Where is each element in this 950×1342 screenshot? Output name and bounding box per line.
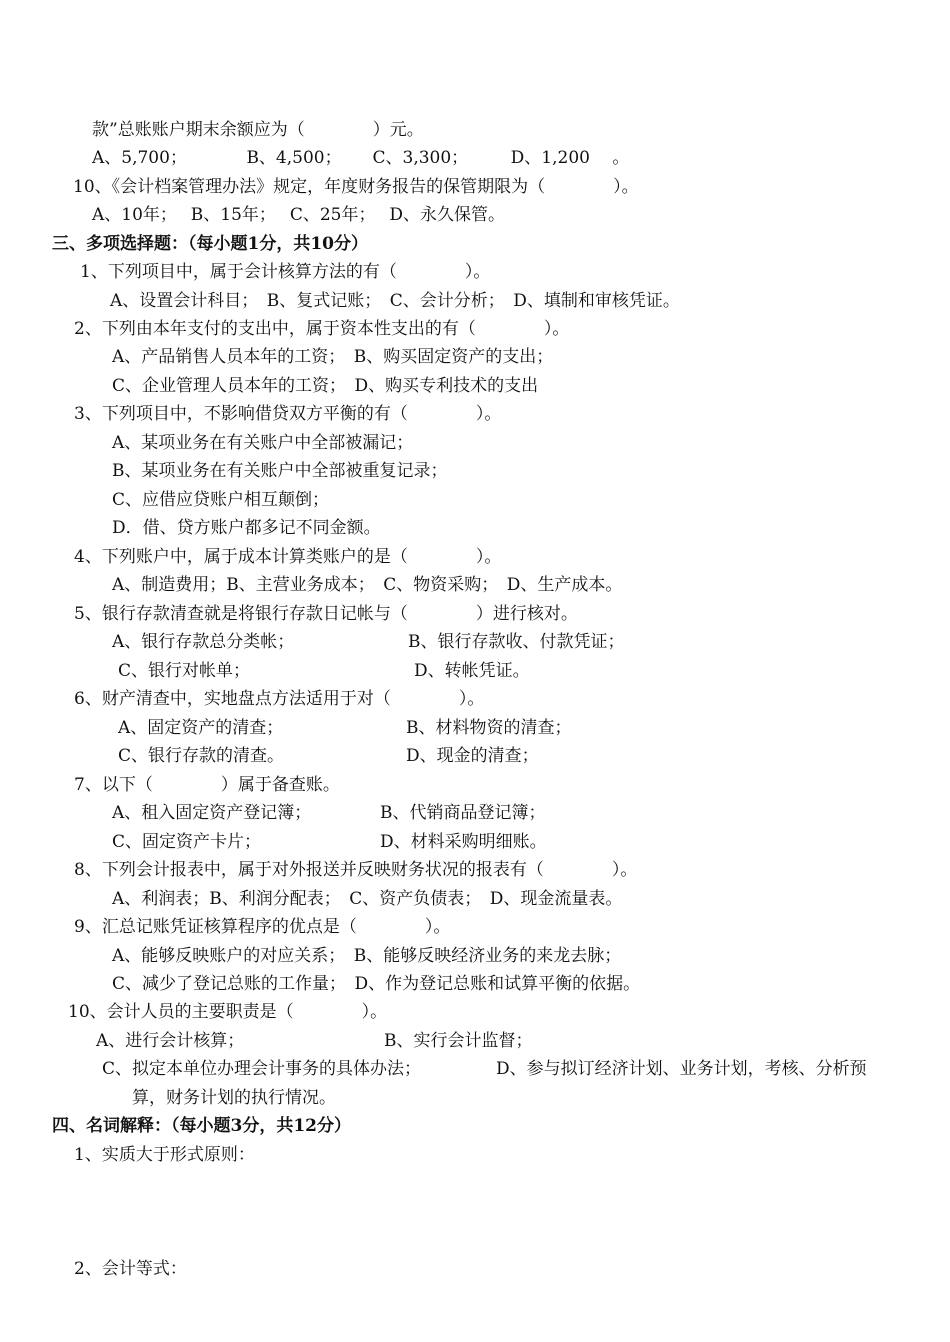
prev-q9-options: A、5,700； B、4,500； C、3,300； D、1,200 。 [92,148,630,168]
section4-heading: 四、名词解释：（每小题3分，共12分） [52,1116,351,1136]
prev-q9-continuation: 款”总账账户期末余额应为（ ）元。 [92,120,424,140]
s3-q5-option-b: B、银行存款收、付款凭证； [408,632,625,652]
s3-q3-option-b: B、某项业务在有关账户中全部被重复记录； [112,461,448,481]
s3-q10: 10、会计人员的主要职责是（ ）。 [68,1002,388,1022]
s3-q3-option-a: A、某项业务在有关账户中全部被漏记； [112,433,414,453]
s4-q2: 2、会计等式： [74,1259,187,1279]
section3-heading: 三、多项选择题：（每小题1分，共10分） [52,234,368,254]
s3-q10-option-d-cont: 算，财务计划的执行情况。 [132,1088,336,1108]
s3-q6-option-a: A、固定资产的清查； [118,718,284,738]
s3-q7-option-b: B、代销商品登记簿； [380,803,546,823]
s3-q7: 7、以下（ ）属于备查账。 [74,775,340,795]
s3-q8: 8、下列会计报表中，属于对外报送并反映财务状况的报表有（ ）。 [74,860,638,880]
s3-q2-options-cd: C、企业管理人员本年的工资； D、购买专利技术的支出 [112,376,539,396]
s3-q3: 3、下列项目中，不影响借贷双方平衡的有（ ）。 [74,404,502,424]
s3-q4: 4、下列账户中，属于成本计算类账户的是（ ）。 [74,547,502,567]
s3-q1-options: A、设置会计科目； B、复式记账； C、会计分析； D、填制和审核凭证。 [110,291,680,311]
s3-q8-options: A、利润表；B、利润分配表； C、资产负债表； D、现金流量表。 [112,889,623,909]
s3-q10-option-d: D、参与拟订经济计划、业务计划，考核、分析预 [496,1059,867,1079]
s3-q7-option-d: D、材料采购明细账。 [380,832,547,852]
s4-q1: 1、实质大于形式原则： [74,1145,255,1165]
s3-q2: 2、下列由本年支付的支出中，属于资本性支出的有（ ）。 [74,319,570,339]
s3-q6-option-d: D、现金的清查； [406,746,539,766]
s3-q1: 1、下列项目中，属于会计核算方法的有（ ）。 [80,262,491,282]
s3-q10-option-b: B、实行会计监督； [384,1031,533,1051]
s3-q3-option-d: D．借、贷方账户都多记不同金额。 [112,518,381,538]
prev-q10-options: A、10年； B、15年； C、25年； D、永久保管。 [92,205,506,225]
s3-q9: 9、汇总记账凭证核算程序的优点是（ ）。 [74,917,451,937]
prev-q10-question: 10、《会计档案管理办法》规定，年度财务报告的保管期限为（ ）。 [73,177,639,197]
s3-q10-option-c: C、拟定本单位办理会计事务的具体办法； [102,1059,422,1079]
s3-q6: 6、财产清查中，实地盘点方法适用于对（ ）。 [74,689,485,709]
s3-q5: 5、银行存款清查就是将银行存款日记帐与（ ）进行核对。 [74,604,578,624]
s3-q4-options: A、制造费用；B、主营业务成本； C、物资采购； D、生产成本。 [112,575,623,595]
s3-q7-option-c: C、固定资产卡片； [112,832,262,852]
s3-q9-options-cd: C、减少了登记总账的工作量； D、作为登记总账和试算平衡的依据。 [112,974,641,994]
s3-q5-option-a: A、银行存款总分类帐； [112,632,295,652]
s3-q2-options-ab: A、产品销售人员本年的工资； B、购买固定资产的支出； [112,347,554,367]
s3-q3-option-c: C、应借应贷账户相互颠倒； [112,490,330,510]
s3-q5-option-d: D、转帐凭证。 [414,661,530,681]
s3-q10-option-a: A、进行会计核算； [96,1031,245,1051]
s3-q5-option-c: C、银行对帐单； [118,661,251,681]
s3-q9-options-ab: A、能够反映账户的对应关系； B、能够反映经济业务的来龙去脉； [112,946,622,966]
s3-q7-option-a: A、租入固定资产登记簿； [112,803,312,823]
s3-q6-option-c: C、银行存款的清查。 [118,746,285,766]
s3-q6-option-b: B、材料物资的清查； [406,718,572,738]
